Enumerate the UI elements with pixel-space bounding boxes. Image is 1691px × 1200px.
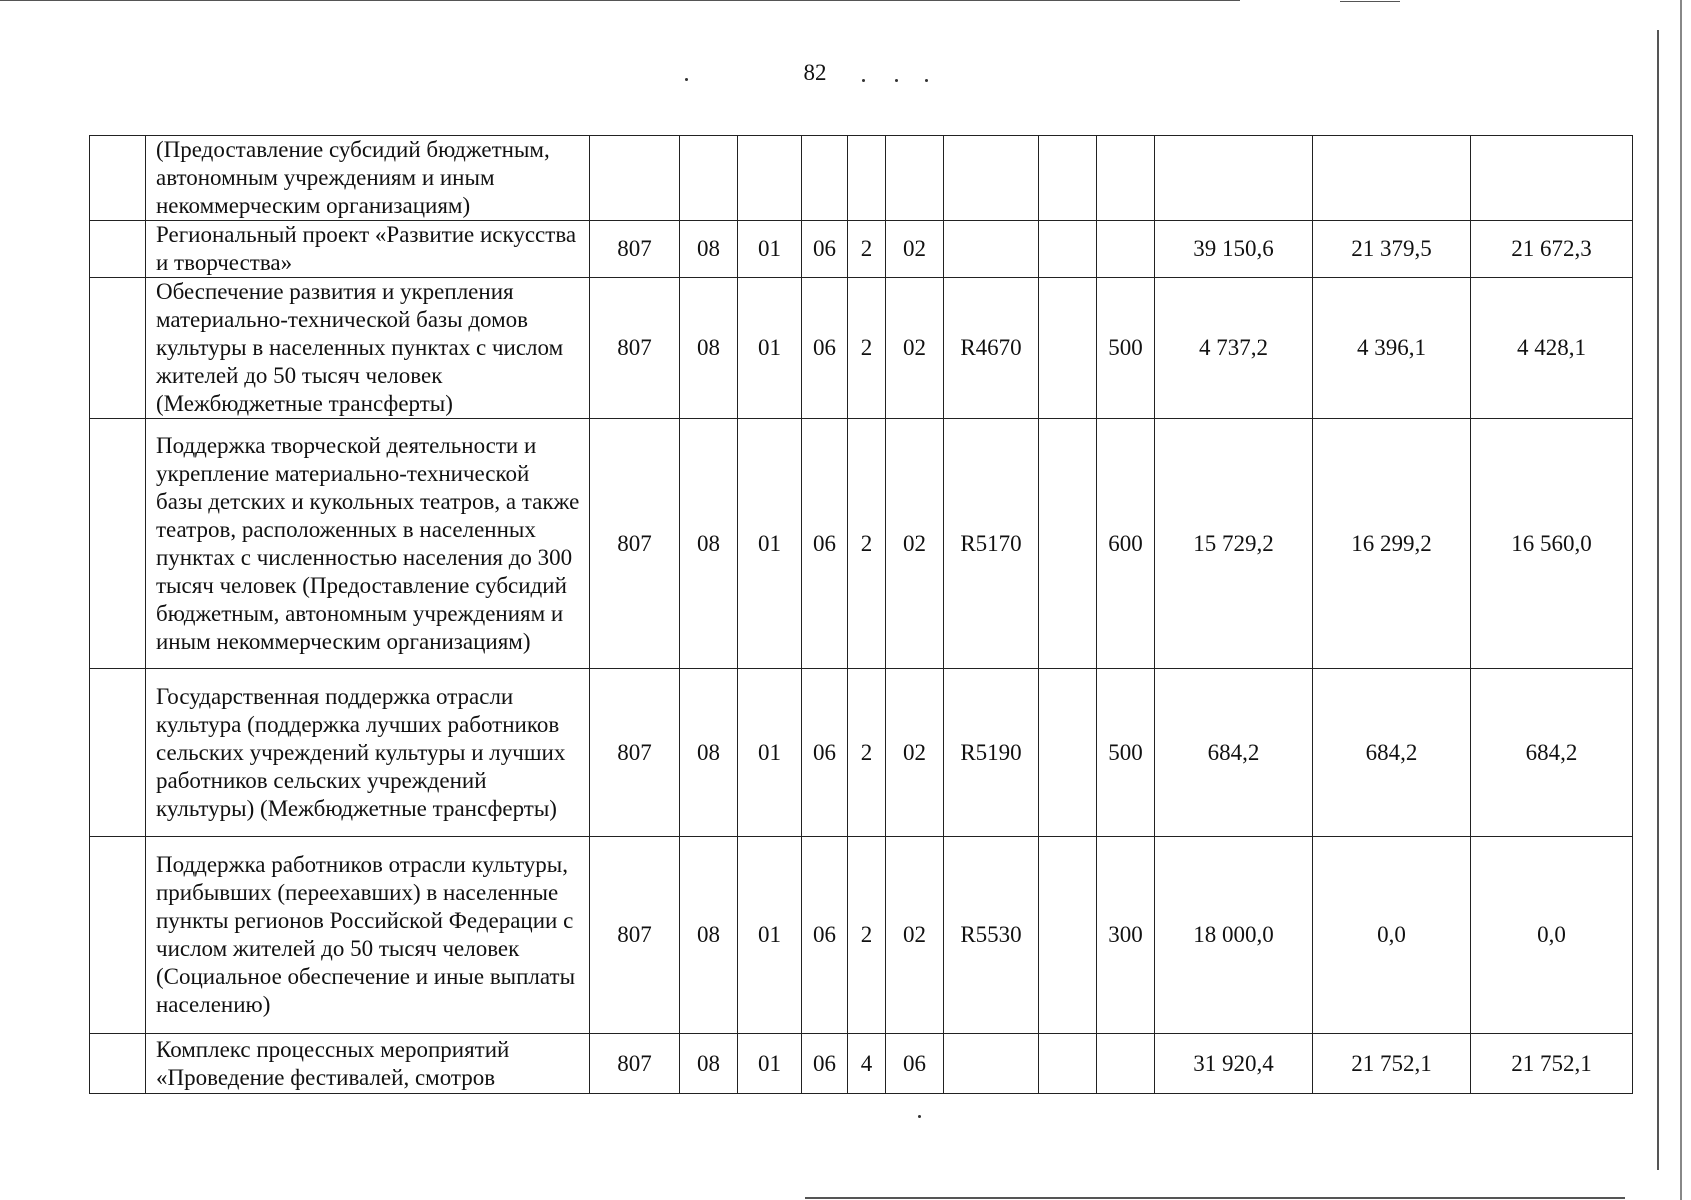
item-name-cell: Комплекс процессных мероприятий «Проведение фестивалей, смотров xyxy=(146,1034,590,1094)
scan-speck xyxy=(862,79,865,82)
code-cell-vr: 600 xyxy=(1097,419,1155,669)
code-cell-pr: 01 xyxy=(738,278,802,419)
row-number-cell xyxy=(90,278,146,419)
code-cell-cs4 xyxy=(944,1034,1039,1094)
code-cell-rz: 08 xyxy=(680,837,738,1034)
code-cell-cs1: 06 xyxy=(802,837,848,1034)
row-number-cell xyxy=(90,669,146,837)
code-cell-cs1: 06 xyxy=(802,419,848,669)
code-cell-rz: 08 xyxy=(680,669,738,837)
code-cell-rz: 08 xyxy=(680,221,738,278)
code-cell-pr xyxy=(738,136,802,221)
code-cell-pr: 01 xyxy=(738,221,802,278)
code-cell-cs2: 2 xyxy=(848,837,886,1034)
row-number-cell xyxy=(90,136,146,221)
amount-cell-y2: 684,2 xyxy=(1313,669,1471,837)
code-cell-gr: 807 xyxy=(590,1034,680,1094)
scan-edge-top xyxy=(0,0,1240,1)
table-row xyxy=(90,669,1633,837)
amount-cell-y3: 21 752,1 xyxy=(1471,1034,1633,1094)
code-cell-vr: 500 xyxy=(1097,278,1155,419)
code-cell-cs2: 2 xyxy=(848,221,886,278)
code-cell-cs3: 02 xyxy=(886,419,944,669)
table-row xyxy=(90,278,1633,419)
code-cell-cs3: 02 xyxy=(886,669,944,837)
code-cell-cs1: 06 xyxy=(802,1034,848,1094)
amount-cell-y1: 18 000,0 xyxy=(1155,837,1313,1034)
amount-cell-y1: 31 920,4 xyxy=(1155,1034,1313,1094)
code-cell-cs1: 06 xyxy=(802,278,848,419)
code-cell-cs3 xyxy=(886,136,944,221)
code-cell-vr xyxy=(1097,136,1155,221)
code-cell-cs2 xyxy=(848,136,886,221)
amount-cell-y2: 0,0 xyxy=(1313,837,1471,1034)
code-cell-pr: 01 xyxy=(738,419,802,669)
code-cell-cs5 xyxy=(1039,419,1097,669)
code-cell-gr: 807 xyxy=(590,669,680,837)
code-cell-cs2: 2 xyxy=(848,278,886,419)
code-cell-cs4 xyxy=(944,221,1039,278)
amount-cell-y2 xyxy=(1313,136,1471,221)
code-cell-cs5 xyxy=(1039,669,1097,837)
code-cell-cs3: 06 xyxy=(886,1034,944,1094)
code-cell-cs2: 4 xyxy=(848,1034,886,1094)
amount-cell-y1: 39 150,6 xyxy=(1155,221,1313,278)
code-cell-cs4: R4670 xyxy=(944,278,1039,419)
amount-cell-y3: 0,0 xyxy=(1471,837,1633,1034)
code-cell-gr xyxy=(590,136,680,221)
code-cell-rz: 08 xyxy=(680,278,738,419)
code-cell-gr: 807 xyxy=(590,278,680,419)
row-number-cell xyxy=(90,837,146,1034)
code-cell-rz: 08 xyxy=(680,1034,738,1094)
code-cell-pr: 01 xyxy=(738,669,802,837)
code-cell-rz: 08 xyxy=(680,419,738,669)
amount-cell-y3: 684,2 xyxy=(1471,669,1633,837)
code-cell-cs5 xyxy=(1039,136,1097,221)
code-cell-rz xyxy=(680,136,738,221)
scan-speck xyxy=(895,79,898,82)
code-cell-cs3: 02 xyxy=(886,278,944,419)
scan-speck xyxy=(685,78,688,81)
code-cell-cs2: 2 xyxy=(848,419,886,669)
code-cell-cs5 xyxy=(1039,278,1097,419)
row-number-cell xyxy=(90,1034,146,1094)
amount-cell-y3 xyxy=(1471,136,1633,221)
code-cell-gr: 807 xyxy=(590,837,680,1034)
code-cell-cs3: 02 xyxy=(886,837,944,1034)
code-cell-cs1: 06 xyxy=(802,669,848,837)
amount-cell-y3: 21 672,3 xyxy=(1471,221,1633,278)
row-number-cell xyxy=(90,221,146,278)
table-row xyxy=(90,1034,1633,1094)
scan-edge-right xyxy=(1657,30,1659,1170)
table-row xyxy=(90,837,1633,1034)
item-name-cell: Региональный проект «Развитие искусства и творчества» xyxy=(146,221,590,278)
item-name-cell: Обеспечение развития и укрепления материально-технической базы домов культуры в населенных пунктах с числом жителей до 50 тысяч человек (Межбюджетные трансферты) xyxy=(146,278,590,419)
budget-table xyxy=(89,135,1633,1094)
code-cell-cs5 xyxy=(1039,221,1097,278)
code-cell-gr: 807 xyxy=(590,221,680,278)
code-cell-cs2: 2 xyxy=(848,669,886,837)
amount-cell-y2: 16 299,2 xyxy=(1313,419,1471,669)
item-name-cell: Поддержка творческой деятельности и укрепление материально-технической базы детских и кукольных театров, а также театров, расположенных в населенных пунктах с численностью населения до 300 тысяч человек (Предоставление субсидий бюджетным, автономным учреждениям и иным некоммерческим организациям) xyxy=(146,419,590,669)
code-cell-cs4: R5190 xyxy=(944,669,1039,837)
amount-cell-y1: 4 737,2 xyxy=(1155,278,1313,419)
amount-cell-y1: 15 729,2 xyxy=(1155,419,1313,669)
code-cell-vr xyxy=(1097,1034,1155,1094)
item-name-cell: Поддержка работников отрасли культуры, прибывших (переехавших) в населенные пункты регионов Российской Федерации с числом жителей до 50 тысяч человек (Социальное обеспечение и иные выплаты населению) xyxy=(146,837,590,1034)
code-cell-cs5 xyxy=(1039,837,1097,1034)
code-cell-pr: 01 xyxy=(738,1034,802,1094)
table-row xyxy=(90,136,1633,221)
table-row xyxy=(90,419,1633,669)
code-cell-cs5 xyxy=(1039,1034,1097,1094)
amount-cell-y2: 21 379,5 xyxy=(1313,221,1471,278)
amount-cell-y1: 684,2 xyxy=(1155,669,1313,837)
code-cell-vr: 500 xyxy=(1097,669,1155,837)
code-cell-cs4: R5530 xyxy=(944,837,1039,1034)
code-cell-cs1: 06 xyxy=(802,221,848,278)
scan-edge-bottom xyxy=(805,1197,1625,1199)
code-cell-cs4 xyxy=(944,136,1039,221)
code-cell-vr: 300 xyxy=(1097,837,1155,1034)
code-cell-pr: 01 xyxy=(738,837,802,1034)
scan-edge-top-right xyxy=(1340,1,1400,2)
amount-cell-y1 xyxy=(1155,136,1313,221)
amount-cell-y3: 16 560,0 xyxy=(1471,419,1633,669)
scan-speck xyxy=(925,79,928,82)
scan-speck xyxy=(918,1115,921,1118)
item-name-cell: (Предоставление субсидий бюджетным, автономным учреждениям и иным некоммерческим организациям) xyxy=(146,136,590,221)
code-cell-cs4: R5170 xyxy=(944,419,1039,669)
code-cell-cs3: 02 xyxy=(886,221,944,278)
item-name-cell: Государственная поддержка отрасли культура (поддержка лучших работников сельских учреждений культуры и лучших работников сельских учреждений культуры) (Межбюджетные трансферты) xyxy=(146,669,590,837)
amount-cell-y2: 21 752,1 xyxy=(1313,1034,1471,1094)
table-row xyxy=(90,221,1633,278)
code-cell-gr: 807 xyxy=(590,419,680,669)
scan-edge-right-outer xyxy=(1680,0,1682,1200)
page-number: 82 xyxy=(803,60,827,85)
code-cell-cs1 xyxy=(802,136,848,221)
amount-cell-y3: 4 428,1 xyxy=(1471,278,1633,419)
code-cell-vr xyxy=(1097,221,1155,278)
row-number-cell xyxy=(90,419,146,669)
amount-cell-y2: 4 396,1 xyxy=(1313,278,1471,419)
